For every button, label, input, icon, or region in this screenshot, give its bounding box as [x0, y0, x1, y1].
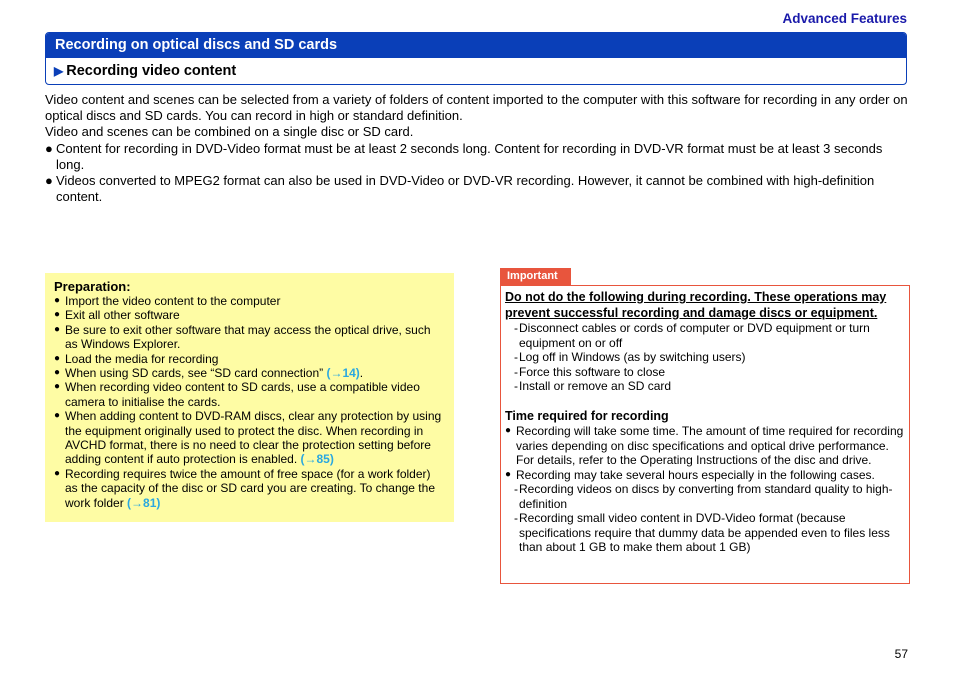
bullet-icon: ● [54, 309, 61, 321]
dont-item-text: Log off in Windows (as by switching users) [519, 350, 746, 364]
dash-marker: - [514, 364, 518, 379]
bullet-icon: ● [54, 295, 61, 306]
item-text: When adding content to DVD-RAM discs, clear any protection by using the equipment originally used to protect the disc. When recording in AVCHD format, there is no need to clear the protection setting before adding content if auto protection is enabled. [65, 409, 442, 467]
bullet-icon: ● [54, 381, 61, 393]
item-text: Import the video content to the computer [65, 294, 281, 308]
preparation-item [54, 323, 445, 352]
preparation-item-text [65, 308, 180, 322]
page-number: 57 [894, 647, 908, 661]
time-list [505, 424, 905, 482]
preparation-box [45, 273, 454, 522]
bullet-icon: ● [505, 425, 512, 436]
intro-paragraph: Video content and scenes can be selected from a variety of folders of content imported to the computer with this software for recording in any order on optical discs and SD cards. You can record in high or standard definition. [45, 92, 908, 124]
subtitle-row [46, 58, 906, 84]
intro-text [45, 92, 913, 205]
preparation-item-text [65, 352, 218, 366]
important-tab: Important [500, 268, 571, 285]
preparation-item [54, 409, 445, 467]
preparation-item-text [65, 366, 363, 380]
preparation-heading: Preparation: [54, 279, 131, 294]
dash-marker: - [514, 511, 518, 525]
warning-text: Do not do the following during recording. These operations may prevent successful recording and damage discs or equipment. [505, 290, 887, 320]
page-reference-link[interactable]: (→81) [127, 495, 161, 510]
preparation-item-text [65, 323, 445, 352]
dash-marker: - [514, 482, 518, 496]
preparation-item-text [65, 294, 280, 308]
item-text: Be sure to exit other software that may access the optical drive, such as Windows Explorer. [65, 322, 431, 352]
bullet-icon: ● [54, 352, 61, 364]
title-box [45, 32, 907, 85]
bullet-text: Content for recording in DVD-Video format must be at least 2 seconds long. Content for recording in DVD-VR format must be at least 3 seconds long. [56, 140, 883, 172]
time-item-text: Recording will take some time. The amount of time required for recording varies depending on disc specifications and optical drive performance. For details, refer to the Operating Instructions of the disc and drive. [516, 424, 904, 467]
bullet-icon: ● [54, 367, 61, 379]
item-text: Exit all other software [65, 308, 180, 323]
dont-item-text: Install or remove an SD card [519, 379, 672, 393]
time-heading: Time required for recording [505, 408, 669, 423]
intro-paragraph: Video and scenes can be combined on a single disc or SD card. [45, 124, 414, 140]
subtitle: Recording video content [66, 63, 237, 79]
page-reference-link[interactable]: (→85) [300, 452, 334, 467]
case-item [505, 482, 905, 511]
preparation-item [54, 380, 445, 409]
preparation-item-text [65, 409, 445, 467]
important-box [500, 285, 910, 584]
dash-marker: - [514, 379, 518, 393]
bullet-icon: ● [54, 410, 61, 422]
page-title: Recording on optical discs and SD cards [46, 33, 906, 58]
bullet-icon: ● [45, 173, 53, 189]
dont-item [505, 365, 905, 380]
item-suffix: . [359, 366, 364, 381]
preparation-item-text [65, 467, 445, 510]
bullet-text: Videos converted to MPEG2 format can also be used in DVD-Video or DVD-VR recording. However, it cannot be combined with high-definition content. [56, 173, 875, 205]
bullet-icon: ● [54, 467, 61, 479]
case-item-text: Recording small video content in DVD-Video format (because specifications require that dummy data be appended even to files less than about 1 GB to make them about 1 GB) [519, 511, 890, 554]
dont-item [505, 379, 905, 394]
page-reference-link[interactable]: (→14) [326, 366, 360, 381]
preparation-item [54, 352, 445, 366]
case-item [505, 511, 905, 555]
intro-bullet [45, 141, 913, 173]
dont-item-text: Force this software to close [519, 364, 666, 379]
dont-item [505, 321, 905, 350]
section-label: Advanced Features [782, 11, 907, 26]
dash-marker: - [514, 321, 518, 335]
preparation-list [54, 294, 445, 510]
preparation-item [54, 308, 445, 322]
dont-item-text: Disconnect cables or cords of computer or DVD equipment or turn equipment on or off [519, 321, 870, 350]
item-text: When using SD cards, see “SD card connection” [65, 366, 327, 381]
item-text: Load the media for recording [65, 351, 219, 366]
dont-item [505, 350, 905, 365]
item-text: Recording requires twice the amount of free space (for a work folder) as the capacity of the disc or SD card you are creating. To change the work folder [65, 466, 435, 510]
triangle-right-icon: ▶ [54, 64, 64, 78]
intro-bullet [45, 173, 913, 205]
bullet-icon: ● [505, 468, 512, 480]
preparation-item [54, 294, 445, 308]
time-item-text: Recording may take several hours especially in the following cases. [516, 467, 875, 482]
preparation-item-text [65, 380, 445, 409]
preparation-item [54, 366, 445, 380]
preparation-item [54, 467, 445, 510]
dash-marker: - [514, 350, 518, 364]
item-text: When recording video content to SD cards, use a compatible video camera to initialise the cards. [65, 380, 420, 409]
time-item [505, 424, 905, 468]
dont-list [505, 321, 905, 394]
bullet-icon: ● [54, 323, 61, 335]
case-list [505, 482, 905, 555]
case-item-text: Recording videos on discs by converting from standard quality to high-definition [519, 482, 893, 511]
time-item [505, 468, 905, 483]
bullet-icon: ● [45, 140, 53, 156]
